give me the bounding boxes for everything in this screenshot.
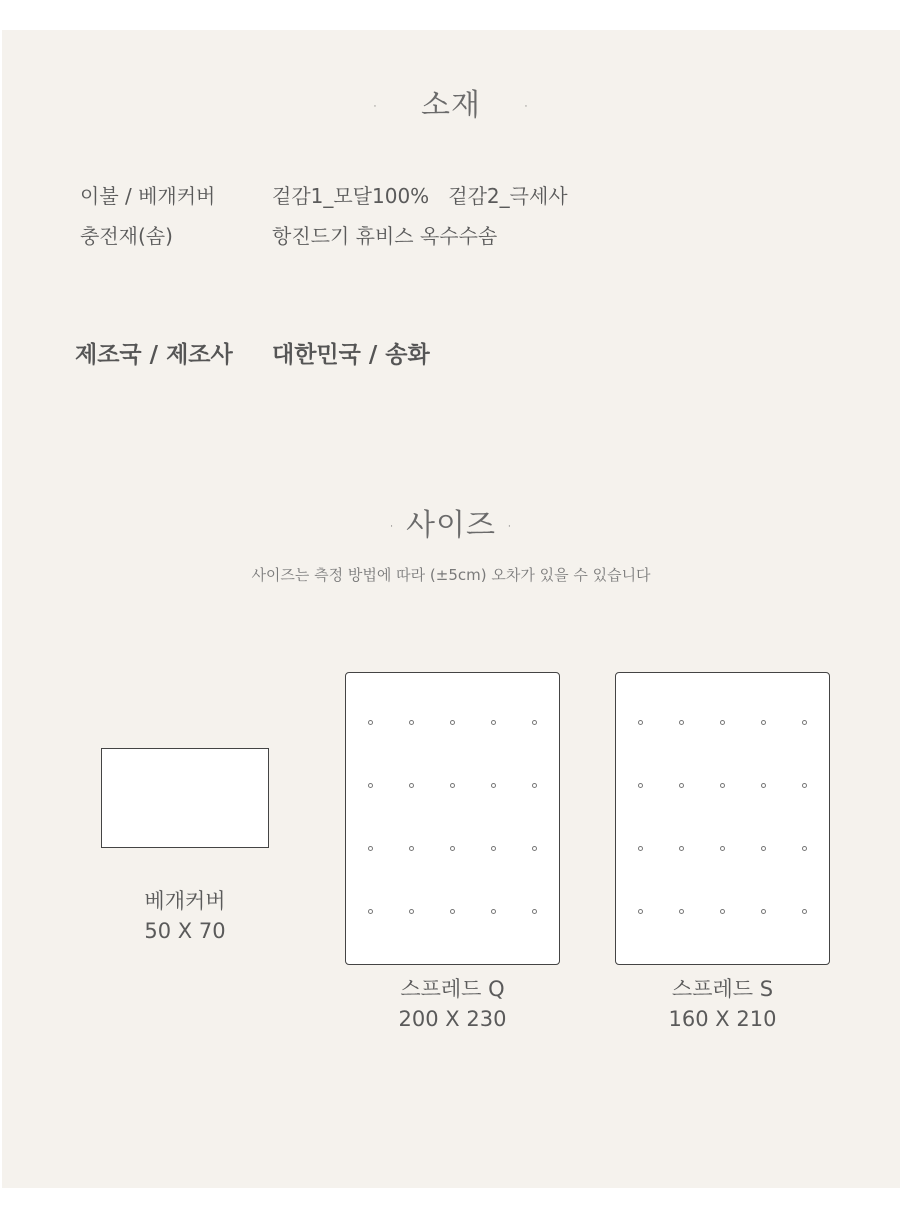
- item-dims: 200 X 230: [398, 1007, 507, 1031]
- spread-s-label: [615, 974, 830, 1034]
- quilt-stitch-dot: [802, 846, 807, 851]
- quilt-stitch-dot: [761, 720, 766, 725]
- quilt-stitch-dot: [368, 909, 373, 914]
- bullet-dot-right: ·: [506, 516, 514, 537]
- quilt-stitch-dot: [491, 909, 496, 914]
- quilt-stitch-dot: [450, 846, 455, 851]
- quilt-stitch-dot: [638, 720, 643, 725]
- item-dims: 50 X 70: [144, 919, 226, 943]
- quilt-stitch-dot: [761, 846, 766, 851]
- quilt-stitch-dot: [491, 720, 496, 725]
- quilt-stitch-dot: [761, 783, 766, 788]
- size-tolerance-note: 사이즈는 측정 방법에 따라 (±5cm) 오차가 있을 수 있습니다: [251, 566, 651, 584]
- quilt-stitch-dot: [802, 909, 807, 914]
- spread-q-label: [345, 974, 560, 1034]
- spread-q-diagram: [345, 672, 560, 965]
- bullet-dot-left: ·: [372, 96, 379, 117]
- item-name: 베개커버: [144, 889, 226, 913]
- quilt-stitch-dot: [450, 720, 455, 725]
- quilt-stitch-dot: [368, 846, 373, 851]
- origin-label: 제조국 / 제조사: [75, 342, 233, 368]
- quilt-stitch-dot: [638, 909, 643, 914]
- quilt-stitch-dot: [679, 783, 684, 788]
- quilt-stitch-dot: [409, 720, 414, 725]
- quilt-stitch-dot: [679, 909, 684, 914]
- quilt-stitch-dot: [638, 846, 643, 851]
- quilt-stitch-dot: [761, 909, 766, 914]
- filling-row-value: 항진드기 휴비스 옥수수솜: [272, 224, 498, 248]
- quilt-stitch-dot: [638, 783, 643, 788]
- quilt-stitch-dot: [532, 720, 537, 725]
- quilt-stitch-dot: [679, 846, 684, 851]
- size-section-title: · 사이즈 ·: [388, 508, 514, 543]
- quilt-stitch-dot: [720, 720, 725, 725]
- quilt-stitch-dot: [720, 909, 725, 914]
- quilt-stitch-dot: [368, 720, 373, 725]
- quilt-stitch-dot: [450, 909, 455, 914]
- material-row-label: 이불 / 베개커버: [80, 184, 216, 208]
- item-name: 스프레드 Q: [400, 977, 505, 1001]
- spread-s-diagram: [615, 672, 830, 965]
- quilt-stitch-dot: [368, 783, 373, 788]
- item-dims: 160 X 210: [668, 1007, 777, 1031]
- quilt-stitch-dot: [532, 909, 537, 914]
- quilt-stitch-dot: [720, 783, 725, 788]
- quilt-stitch-dot: [679, 720, 684, 725]
- quilt-stitch-dot: [532, 783, 537, 788]
- bullet-dot-left: ·: [388, 516, 396, 537]
- content-panel: [2, 30, 900, 1188]
- filling-row-label: 충전재(솜): [80, 224, 173, 248]
- pillow-cover-diagram: [101, 748, 269, 848]
- material-section-title: · 소재 ·: [372, 88, 530, 123]
- item-name: 스프레드 S: [671, 977, 774, 1001]
- quilt-stitch-dot: [532, 846, 537, 851]
- quilt-stitch-dot: [491, 783, 496, 788]
- quilt-stitch-dot: [409, 783, 414, 788]
- bullet-dot-right: ·: [523, 96, 530, 117]
- quilt-stitch-dot: [409, 909, 414, 914]
- quilt-stitch-dot: [450, 783, 455, 788]
- quilt-stitch-dot: [491, 846, 496, 851]
- quilt-stitch-dot: [802, 783, 807, 788]
- quilt-stitch-dot: [802, 720, 807, 725]
- material-row-value: 겉감1_모달100% 겉감2_극세사: [272, 184, 568, 208]
- quilt-stitch-dot: [409, 846, 414, 851]
- origin-value: 대한민국 / 송화: [272, 342, 430, 368]
- quilt-stitch-dot: [720, 846, 725, 851]
- pillow-cover-label: [101, 886, 269, 946]
